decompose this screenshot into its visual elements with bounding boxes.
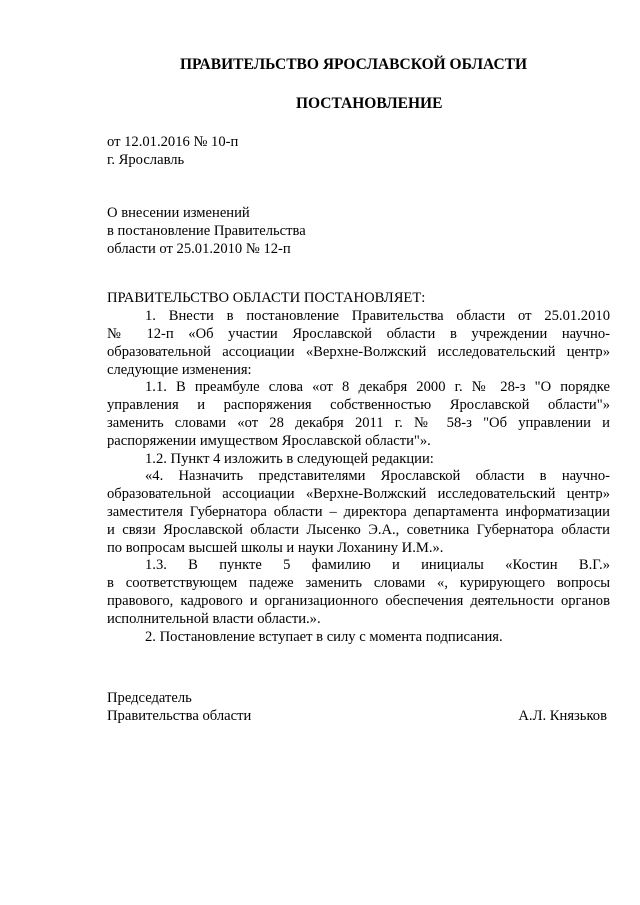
- decree-intro: ПРАВИТЕЛЬСТВО ОБЛАСТИ ПОСТАНОВЛЯЕТ:: [107, 290, 426, 306]
- body-line: исполнительной власти области.».: [107, 611, 321, 627]
- body-line: 1.3. В пункте 5 фамилию и инициалы «Костин В.Г.»: [145, 557, 610, 573]
- body-line: «4. Назначить представителями Ярославской области в научно-: [145, 468, 610, 484]
- subject-line: области от 25.01.2010 № 12-п: [107, 241, 291, 257]
- body-line: по вопросам высшей школы и науки Лоханину И.М.».: [107, 540, 444, 556]
- body-line: образовательной ассоциации «Верхне-Волжский исследовательский центр»: [107, 486, 610, 502]
- body-line: 1. Внести в постановление Правительства области от 25.01.2010: [145, 308, 610, 324]
- signatory-title: Председатель: [107, 690, 192, 706]
- body-line: образовательной ассоциации «Верхне-Волжский исследовательский центр»: [107, 344, 610, 360]
- body-line: 2. Постановление вступает в силу с момента подписания.: [145, 629, 503, 645]
- body-line: и связи Ярославской области Лысенко Э.А., советника Губернатора области: [107, 522, 610, 538]
- body-line: заменить словами «от 28 декабря 2011 г. № 58-з "Об управлении и: [107, 415, 610, 431]
- body-line: 1.1. В преамбуле слова «от 8 декабря 2000 г. № 28-з "О порядке: [145, 379, 610, 395]
- subject-line: в постановление Правительства: [107, 223, 306, 239]
- body-line: заместителя Губернатора области – директора департамента информатизации: [107, 504, 610, 520]
- city: г. Ярославль: [107, 152, 185, 168]
- body-line: 1.2. Пункт 4 изложить в следующей редакции:: [145, 451, 434, 467]
- body-line: правового, кадрового и организационного обеспечения деятельности органов: [107, 593, 610, 609]
- body-line: распоряжении имуществом Ярославской области"».: [107, 433, 431, 449]
- body-line: № 12-п «Об участии Ярославской области в учреждении научно-: [107, 326, 610, 342]
- government-title: ПРАВИТЕЛЬСТВО ЯРОСЛАВСКОЙ ОБЛАСТИ: [180, 56, 528, 73]
- document-type: ПОСТАНОВЛЕНИЕ: [296, 95, 443, 112]
- body-line: следующие изменения:: [107, 362, 252, 378]
- body-line: управления и распоряжения собственностью Ярославской области"»: [107, 397, 610, 413]
- body-line: в соответствующем падеже заменить словами «, курирующего вопросы: [107, 575, 610, 591]
- date-number: от 12.01.2016 № 10-п: [107, 134, 239, 150]
- signatory-name: А.Л. Князьков: [518, 708, 607, 724]
- subject-line: О внесении изменений: [107, 205, 250, 221]
- signatory-title: Правительства области: [107, 708, 252, 724]
